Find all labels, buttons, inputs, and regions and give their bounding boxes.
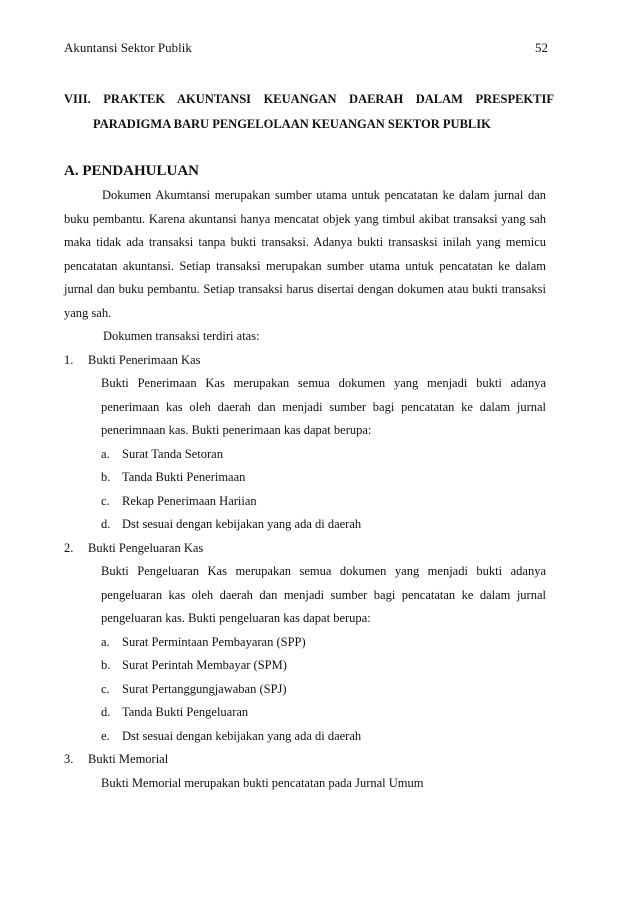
- list-item-number: 3.: [64, 752, 74, 766]
- sub-list-item: d. Tanda Bukti Pengeluaran: [101, 705, 249, 719]
- header-title: Akuntansi Sektor Publik: [64, 40, 192, 55]
- chapter-title-line-1: VIII. PRAKTEK AKUNTANSI KEUANGAN DAERAH DALAM PRESPEKTIF: [64, 92, 554, 106]
- page-header: [64, 40, 548, 56]
- sub-list-item: d. Dst sesuai dengan kebijakan yang ada di daerah: [101, 517, 362, 531]
- list-item-bukti-pengeluaran-kas: [64, 537, 546, 749]
- chapter-title-line-2: PARADIGMA BARU PENGELOLAAN KEUANGAN SEKTOR PUBLIK: [93, 117, 491, 131]
- sub-list-item: e. Dst sesuai dengan kebijakan yang ada di daerah: [101, 728, 362, 743]
- sub-list-item: a. Surat Tanda Setoran: [101, 446, 223, 461]
- list-item-title: Bukti Pengeluaran Kas: [88, 540, 204, 555]
- list-item-description: Bukti Pengeluaran Kas merupakan semua dokumen yang menjadi bukti adanya pengeluaran kas oleh daerah dan menjadi sumber bagi pencatatan ke dalam jurnal pengeluaran kas. Bukti pengeluaran kas dapat berupa:: [101, 564, 546, 625]
- list-item-description: Bukti Penerimaan Kas merupakan semua dokumen yang menjadi bukti adanya penerimaan kas oleh daerah dan menjadi sumber bagi pencatatan ke dalam jurnal penerimnaan kas. Bukti penerimaan kas dapat berupa:: [101, 376, 546, 437]
- list-item-title: Bukti Penerimaan Kas: [88, 352, 201, 367]
- sub-list-item: b. Tanda Bukti Penerimaan: [101, 470, 246, 484]
- body-text: [64, 184, 546, 795]
- list-item-title: Bukti Memorial: [88, 752, 169, 766]
- intro-paragraph: Dokumen Akumtansi merupakan sumber utama untuk pencatatan ke dalam jurnal dan buku pembantu. Karena akuntansi hanya mencatat objek yang timbul akibat transaksi yang sah maka tidak ada transaksi tanpa bukti transaksi. Adanya bukti transasksi inilah yang memicu pencatatan akuntansi. Setiap transaksi merupakan sumber utama untuk pencatatan ke dalam jurnal dan buku pembantu. Setiap transaksi harus disertai dengan dokumen atau bukti transaksi yang sah.: [64, 188, 546, 320]
- sub-list-item: c. Rekap Penerimaan Hariian: [101, 493, 257, 508]
- sub-list-item: b. Surat Perintah Membayar (SPM): [101, 658, 287, 672]
- section-heading: A. PENDAHULUAN: [64, 163, 199, 179]
- list-item-number: 1.: [64, 352, 74, 367]
- sub-list-item: c. Surat Pertanggungjawaban (SPJ): [101, 681, 287, 696]
- list-item-bukti-memorial: [64, 748, 546, 795]
- list-item-description: Bukti Memorial merupakan bukti pencatatan pada Jurnal Umum: [101, 775, 424, 790]
- document-list-intro: Dokumen transaksi terdiri atas:: [103, 329, 260, 343]
- list-item-number: 2.: [64, 540, 74, 555]
- page-number: 52: [535, 40, 548, 55]
- sub-list-item: a. Surat Permintaan Pembayaran (SPP): [101, 634, 306, 649]
- list-item-bukti-penerimaan-kas: [64, 349, 546, 537]
